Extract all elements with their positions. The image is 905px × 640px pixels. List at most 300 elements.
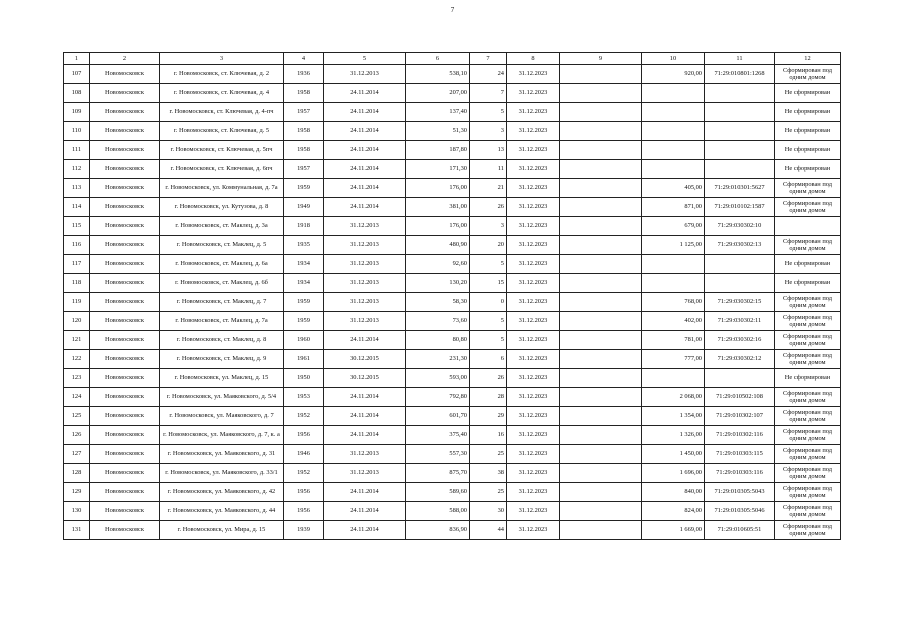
table-row	[64, 312, 841, 331]
cell-cadastral-number: 71:29:010303:115	[705, 445, 775, 464]
cell-land-area	[642, 274, 705, 293]
cell-year-built: 1960	[284, 331, 324, 350]
cell-area: 80,80	[406, 331, 470, 350]
cell-deadline: 31.12.2023	[507, 160, 560, 179]
cell-land-status: Не сформирован	[775, 369, 841, 388]
cell-col-9	[560, 388, 642, 407]
cell-land-status: Сформирован под одним домом	[775, 445, 841, 464]
cell-year-built: 1946	[284, 445, 324, 464]
cell-land-area: 1 125,00	[642, 236, 705, 255]
table-row	[64, 521, 841, 540]
cell-land-area: 920,00	[642, 65, 705, 84]
cell-land-area: 768,00	[642, 293, 705, 312]
cell-settlement: Новомосковск	[90, 293, 160, 312]
cell-col-9	[560, 255, 642, 274]
cell-land-area: 1 669,00	[642, 521, 705, 540]
column-header-10: 10	[642, 53, 705, 65]
cell-year-built: 1949	[284, 198, 324, 217]
cell-col-9	[560, 141, 642, 160]
cell-settlement: Новомосковск	[90, 445, 160, 464]
cell-cadastral-number: 71:29:010605:51	[705, 521, 775, 540]
cell-settlement: Новомосковск	[90, 331, 160, 350]
cell-residents: 5	[470, 255, 507, 274]
cell-row-number: 121	[64, 331, 90, 350]
cell-land-status: Сформирован под одним домом	[775, 407, 841, 426]
cell-col-9	[560, 483, 642, 502]
cell-address: г. Новомосковск, ул. Маяковского, д. 7, к. а	[160, 426, 284, 445]
cell-year-built: 1952	[284, 407, 324, 426]
table-row	[64, 122, 841, 141]
cell-row-number: 112	[64, 160, 90, 179]
cell-area: 51,30	[406, 122, 470, 141]
cell-residents: 25	[470, 445, 507, 464]
cell-land-status: Сформирован под одним домом	[775, 521, 841, 540]
table-row	[64, 293, 841, 312]
cell-settlement: Новомосковск	[90, 84, 160, 103]
cell-row-number: 108	[64, 84, 90, 103]
cell-land-status: Сформирован под одним домом	[775, 464, 841, 483]
cell-col-9	[560, 293, 642, 312]
column-header-7: 7	[470, 53, 507, 65]
cell-cadastral-number: 71:29:010801:1268	[705, 65, 775, 84]
cell-address: г. Новомосковск, ул. Маяковского, д. 42	[160, 483, 284, 502]
cell-residents: 11	[470, 160, 507, 179]
cell-date: 31.12.2013	[324, 217, 406, 236]
cell-year-built: 1918	[284, 217, 324, 236]
cell-date: 31.12.2013	[324, 65, 406, 84]
cell-residents: 3	[470, 122, 507, 141]
cell-row-number: 119	[64, 293, 90, 312]
cell-land-status: Сформирован под одним домом	[775, 312, 841, 331]
cell-cadastral-number: 71:29:010301:5627	[705, 179, 775, 198]
cell-cadastral-number: 71:29:030302:15	[705, 293, 775, 312]
cell-row-number: 126	[64, 426, 90, 445]
cell-residents: 30	[470, 502, 507, 521]
table-row	[64, 255, 841, 274]
cell-land-area: 781,00	[642, 331, 705, 350]
table-header-row	[64, 53, 841, 65]
cell-land-area: 1 450,00	[642, 445, 705, 464]
cell-col-9	[560, 407, 642, 426]
cell-settlement: Новомосковск	[90, 236, 160, 255]
cell-land-status: Не сформирован	[775, 160, 841, 179]
cell-date: 31.12.2013	[324, 274, 406, 293]
cell-deadline: 31.12.2023	[507, 236, 560, 255]
cell-year-built: 1952	[284, 464, 324, 483]
cell-date: 24.11.2014	[324, 84, 406, 103]
cell-col-9	[560, 312, 642, 331]
cell-year-built: 1961	[284, 350, 324, 369]
cell-row-number: 128	[64, 464, 90, 483]
cell-residents: 28	[470, 388, 507, 407]
cell-col-9	[560, 84, 642, 103]
cell-address: г. Новомосковск, ул. Коммунальная, д. 7а	[160, 179, 284, 198]
cell-address: г. Новомосковск, ст. Маклец, д. 8	[160, 331, 284, 350]
cell-col-9	[560, 236, 642, 255]
table-row	[64, 350, 841, 369]
cell-date: 31.12.2013	[324, 464, 406, 483]
cell-cadastral-number: 71:29:030302:10	[705, 217, 775, 236]
cell-land-area	[642, 255, 705, 274]
cell-area: 171,30	[406, 160, 470, 179]
cell-deadline: 31.12.2023	[507, 274, 560, 293]
cell-address: г. Новомосковск, ст. Ключевая, д. 4	[160, 84, 284, 103]
cell-row-number: 129	[64, 483, 90, 502]
cell-year-built: 1939	[284, 521, 324, 540]
cell-settlement: Новомосковск	[90, 464, 160, 483]
cell-year-built: 1959	[284, 293, 324, 312]
cell-land-area	[642, 84, 705, 103]
cell-deadline: 31.12.2023	[507, 65, 560, 84]
table-row	[64, 103, 841, 122]
cell-date: 30.12.2015	[324, 350, 406, 369]
cell-col-9	[560, 217, 642, 236]
cell-date: 24.11.2014	[324, 160, 406, 179]
cell-land-area: 824,00	[642, 502, 705, 521]
cell-area: 176,00	[406, 179, 470, 198]
cell-col-9	[560, 464, 642, 483]
cell-settlement: Новомосковск	[90, 255, 160, 274]
cell-col-9	[560, 179, 642, 198]
table-row	[64, 407, 841, 426]
cell-residents: 24	[470, 65, 507, 84]
cell-land-status: Сформирован под одним домом	[775, 331, 841, 350]
cell-residents: 6	[470, 350, 507, 369]
cell-area: 207,00	[406, 84, 470, 103]
cell-col-9	[560, 502, 642, 521]
table-row	[64, 464, 841, 483]
cell-area: 836,90	[406, 521, 470, 540]
cell-cadastral-number: 71:29:010302:107	[705, 407, 775, 426]
cell-date: 24.11.2014	[324, 179, 406, 198]
cell-land-status: Не сформирован	[775, 141, 841, 160]
cell-land-status: Сформирован под одним домом	[775, 198, 841, 217]
cell-area: 375,40	[406, 426, 470, 445]
cell-deadline: 31.12.2023	[507, 198, 560, 217]
cell-year-built: 1935	[284, 236, 324, 255]
cell-cadastral-number: 71:29:010102:1587	[705, 198, 775, 217]
cell-residents: 44	[470, 521, 507, 540]
cell-year-built: 1956	[284, 502, 324, 521]
cell-cadastral-number: 71:29:010302:116	[705, 426, 775, 445]
cell-deadline: 31.12.2023	[507, 502, 560, 521]
cell-residents: 21	[470, 179, 507, 198]
cell-settlement: Новомосковск	[90, 388, 160, 407]
cell-residents: 15	[470, 274, 507, 293]
cell-year-built: 1934	[284, 255, 324, 274]
table-row	[64, 65, 841, 84]
cell-deadline: 31.12.2023	[507, 312, 560, 331]
table-body	[64, 65, 841, 540]
cell-land-status	[775, 217, 841, 236]
cell-land-area: 1 696,00	[642, 464, 705, 483]
cell-year-built: 1957	[284, 103, 324, 122]
cell-settlement: Новомосковск	[90, 141, 160, 160]
cell-area: 593,00	[406, 369, 470, 388]
cell-address: г. Новомосковск, ул. Маклец, д. 15	[160, 369, 284, 388]
cell-land-area	[642, 141, 705, 160]
cell-land-area	[642, 369, 705, 388]
cell-row-number: 130	[64, 502, 90, 521]
cell-row-number: 131	[64, 521, 90, 540]
table-row	[64, 141, 841, 160]
cell-settlement: Новомосковск	[90, 426, 160, 445]
cell-address: г. Новомосковск, ст. Маклец, д. 9	[160, 350, 284, 369]
cell-residents: 0	[470, 293, 507, 312]
cell-date: 24.11.2014	[324, 141, 406, 160]
cell-settlement: Новомосковск	[90, 122, 160, 141]
cell-row-number: 109	[64, 103, 90, 122]
cell-address: г. Новомосковск, ул. Кутузова, д. 8	[160, 198, 284, 217]
cell-residents: 38	[470, 464, 507, 483]
cell-cadastral-number	[705, 84, 775, 103]
column-header-4: 4	[284, 53, 324, 65]
cell-row-number: 114	[64, 198, 90, 217]
cell-row-number: 122	[64, 350, 90, 369]
table-row	[64, 445, 841, 464]
cell-area: 601,70	[406, 407, 470, 426]
cell-land-area: 777,00	[642, 350, 705, 369]
cell-cadastral-number: 71:29:010305:5043	[705, 483, 775, 502]
table-row	[64, 198, 841, 217]
cell-year-built: 1958	[284, 141, 324, 160]
cell-col-9	[560, 445, 642, 464]
cell-land-status: Не сформирован	[775, 274, 841, 293]
cell-date: 24.11.2014	[324, 331, 406, 350]
cell-address: г. Новомосковск, ул. Маяковского, д. 44	[160, 502, 284, 521]
cell-residents: 3	[470, 217, 507, 236]
cell-cadastral-number: 71:29:010303:116	[705, 464, 775, 483]
cell-row-number: 124	[64, 388, 90, 407]
cell-address: г. Новомосковск, ул. Маяковского, д. 31	[160, 445, 284, 464]
cell-deadline: 31.12.2023	[507, 331, 560, 350]
cell-deadline: 31.12.2023	[507, 122, 560, 141]
cell-area: 92,60	[406, 255, 470, 274]
cell-residents: 5	[470, 312, 507, 331]
cell-cadastral-number	[705, 369, 775, 388]
cell-land-status: Сформирован под одним домом	[775, 350, 841, 369]
table-row	[64, 388, 841, 407]
cell-deadline: 31.12.2023	[507, 521, 560, 540]
cell-deadline: 31.12.2023	[507, 388, 560, 407]
cell-land-status: Сформирован под одним домом	[775, 502, 841, 521]
cell-address: г. Новомосковск, ул. Мира, д. 15	[160, 521, 284, 540]
cell-date: 24.11.2014	[324, 122, 406, 141]
cell-row-number: 115	[64, 217, 90, 236]
cell-residents: 25	[470, 483, 507, 502]
cell-settlement: Новомосковск	[90, 217, 160, 236]
cell-cadastral-number: 71:29:030302:16	[705, 331, 775, 350]
cell-address: г. Новомосковск, ст. Маклец, д. 3а	[160, 217, 284, 236]
cell-area: 187,80	[406, 141, 470, 160]
cell-cadastral-number: 71:29:010502:108	[705, 388, 775, 407]
cell-deadline: 31.12.2023	[507, 179, 560, 198]
cell-settlement: Новомосковск	[90, 160, 160, 179]
cell-deadline: 31.12.2023	[507, 369, 560, 388]
cell-year-built: 1936	[284, 65, 324, 84]
cell-land-status: Сформирован под одним домом	[775, 65, 841, 84]
cell-address: г. Новомосковск, ст. Маклец, д. 6б	[160, 274, 284, 293]
column-header-5: 5	[324, 53, 406, 65]
table-row	[64, 369, 841, 388]
cell-address: г. Новомосковск, ст. Маклец, д. 7	[160, 293, 284, 312]
table-row	[64, 483, 841, 502]
cell-area: 130,20	[406, 274, 470, 293]
cell-date: 24.11.2014	[324, 502, 406, 521]
cell-row-number: 110	[64, 122, 90, 141]
cell-date: 31.12.2013	[324, 255, 406, 274]
cell-col-9	[560, 198, 642, 217]
cell-area: 589,60	[406, 483, 470, 502]
cell-area: 480,90	[406, 236, 470, 255]
cell-land-area	[642, 103, 705, 122]
cell-deadline: 31.12.2023	[507, 103, 560, 122]
cell-area: 58,30	[406, 293, 470, 312]
cell-residents: 13	[470, 141, 507, 160]
cell-date: 31.12.2013	[324, 445, 406, 464]
cell-residents: 26	[470, 198, 507, 217]
cell-date: 24.11.2014	[324, 388, 406, 407]
cell-settlement: Новомосковск	[90, 521, 160, 540]
cell-cadastral-number	[705, 255, 775, 274]
column-header-1: 1	[64, 53, 90, 65]
cell-residents: 16	[470, 426, 507, 445]
cell-area: 588,00	[406, 502, 470, 521]
cell-residents: 5	[470, 331, 507, 350]
cell-cadastral-number	[705, 160, 775, 179]
cell-land-status: Сформирован под одним домом	[775, 426, 841, 445]
cell-deadline: 31.12.2023	[507, 350, 560, 369]
cell-land-area	[642, 160, 705, 179]
cell-area: 137,40	[406, 103, 470, 122]
cell-date: 24.11.2014	[324, 103, 406, 122]
column-header-12: 12	[775, 53, 841, 65]
cell-col-9	[560, 369, 642, 388]
cell-row-number: 123	[64, 369, 90, 388]
cell-land-status: Сформирован под одним домом	[775, 293, 841, 312]
cell-date: 31.12.2013	[324, 293, 406, 312]
column-header-3: 3	[160, 53, 284, 65]
cell-land-status: Не сформирован	[775, 84, 841, 103]
cell-deadline: 31.12.2023	[507, 464, 560, 483]
cell-cadastral-number: 71:29:010305:5046	[705, 502, 775, 521]
cell-area: 176,00	[406, 217, 470, 236]
cell-row-number: 127	[64, 445, 90, 464]
cell-settlement: Новомосковск	[90, 483, 160, 502]
cell-address: г. Новомосковск, ст. Ключевая, д. 6пч	[160, 160, 284, 179]
cell-address: г. Новомосковск, ул. Маяковского, д. 33/1	[160, 464, 284, 483]
cell-settlement: Новомосковск	[90, 103, 160, 122]
cell-year-built: 1958	[284, 122, 324, 141]
cell-settlement: Новомосковск	[90, 407, 160, 426]
cell-cadastral-number: 71:29:030302:13	[705, 236, 775, 255]
cell-residents: 26	[470, 369, 507, 388]
cell-land-area	[642, 122, 705, 141]
cell-col-9	[560, 426, 642, 445]
cell-deadline: 31.12.2023	[507, 141, 560, 160]
cell-deadline: 31.12.2023	[507, 84, 560, 103]
cell-settlement: Новомосковск	[90, 369, 160, 388]
cell-deadline: 31.12.2023	[507, 255, 560, 274]
cell-residents: 20	[470, 236, 507, 255]
cell-col-9	[560, 274, 642, 293]
cell-address: г. Новомосковск, ст. Ключевая, д. 2	[160, 65, 284, 84]
cell-land-status: Не сформирован	[775, 255, 841, 274]
table-row	[64, 502, 841, 521]
cell-year-built: 1959	[284, 312, 324, 331]
column-header-8: 8	[507, 53, 560, 65]
cell-cadastral-number	[705, 141, 775, 160]
cell-deadline: 31.12.2023	[507, 293, 560, 312]
cell-cadastral-number	[705, 274, 775, 293]
cell-land-area: 840,00	[642, 483, 705, 502]
cell-area: 73,60	[406, 312, 470, 331]
cell-cadastral-number: 71:29:030302:12	[705, 350, 775, 369]
cell-col-9	[560, 160, 642, 179]
cell-land-area: 402,00	[642, 312, 705, 331]
cell-deadline: 31.12.2023	[507, 483, 560, 502]
cell-settlement: Новомосковск	[90, 179, 160, 198]
column-header-9: 9	[560, 53, 642, 65]
table-row	[64, 84, 841, 103]
cell-cadastral-number: 71:29:030302:11	[705, 312, 775, 331]
cell-land-area: 1 354,00	[642, 407, 705, 426]
cell-row-number: 113	[64, 179, 90, 198]
cell-area: 792,80	[406, 388, 470, 407]
cell-land-status: Сформирован под одним домом	[775, 179, 841, 198]
cell-col-9	[560, 103, 642, 122]
column-header-6: 6	[406, 53, 470, 65]
table-row	[64, 236, 841, 255]
table-row	[64, 160, 841, 179]
cell-row-number: 120	[64, 312, 90, 331]
cell-row-number: 118	[64, 274, 90, 293]
cell-year-built: 1956	[284, 426, 324, 445]
cell-land-status: Сформирован под одним домом	[775, 388, 841, 407]
cell-row-number: 116	[64, 236, 90, 255]
table-row	[64, 426, 841, 445]
cell-land-area: 2 068,00	[642, 388, 705, 407]
cell-area: 381,00	[406, 198, 470, 217]
cell-settlement: Новомосковск	[90, 312, 160, 331]
cell-address: г. Новомосковск, ст. Маклец, д. 6а	[160, 255, 284, 274]
table-row	[64, 274, 841, 293]
cell-col-9	[560, 65, 642, 84]
cell-year-built: 1953	[284, 388, 324, 407]
cell-area: 875,70	[406, 464, 470, 483]
cell-settlement: Новомосковск	[90, 274, 160, 293]
cell-date: 24.11.2014	[324, 483, 406, 502]
cell-year-built: 1950	[284, 369, 324, 388]
cell-date: 24.11.2014	[324, 198, 406, 217]
cell-date: 31.12.2013	[324, 236, 406, 255]
register-table	[63, 52, 841, 540]
cell-area: 557,30	[406, 445, 470, 464]
cell-row-number: 125	[64, 407, 90, 426]
cell-row-number: 117	[64, 255, 90, 274]
cell-land-area: 679,00	[642, 217, 705, 236]
cell-row-number: 107	[64, 65, 90, 84]
cell-year-built: 1958	[284, 84, 324, 103]
cell-area: 231,30	[406, 350, 470, 369]
page-number: 7	[450, 6, 455, 14]
cell-address: г. Новомосковск, ст. Ключевая, д. 5	[160, 122, 284, 141]
cell-settlement: Новомосковск	[90, 502, 160, 521]
cell-address: г. Новомосковск, ул. Маяковского, д. 5/4	[160, 388, 284, 407]
cell-cadastral-number	[705, 103, 775, 122]
cell-settlement: Новомосковск	[90, 350, 160, 369]
cell-year-built: 1934	[284, 274, 324, 293]
